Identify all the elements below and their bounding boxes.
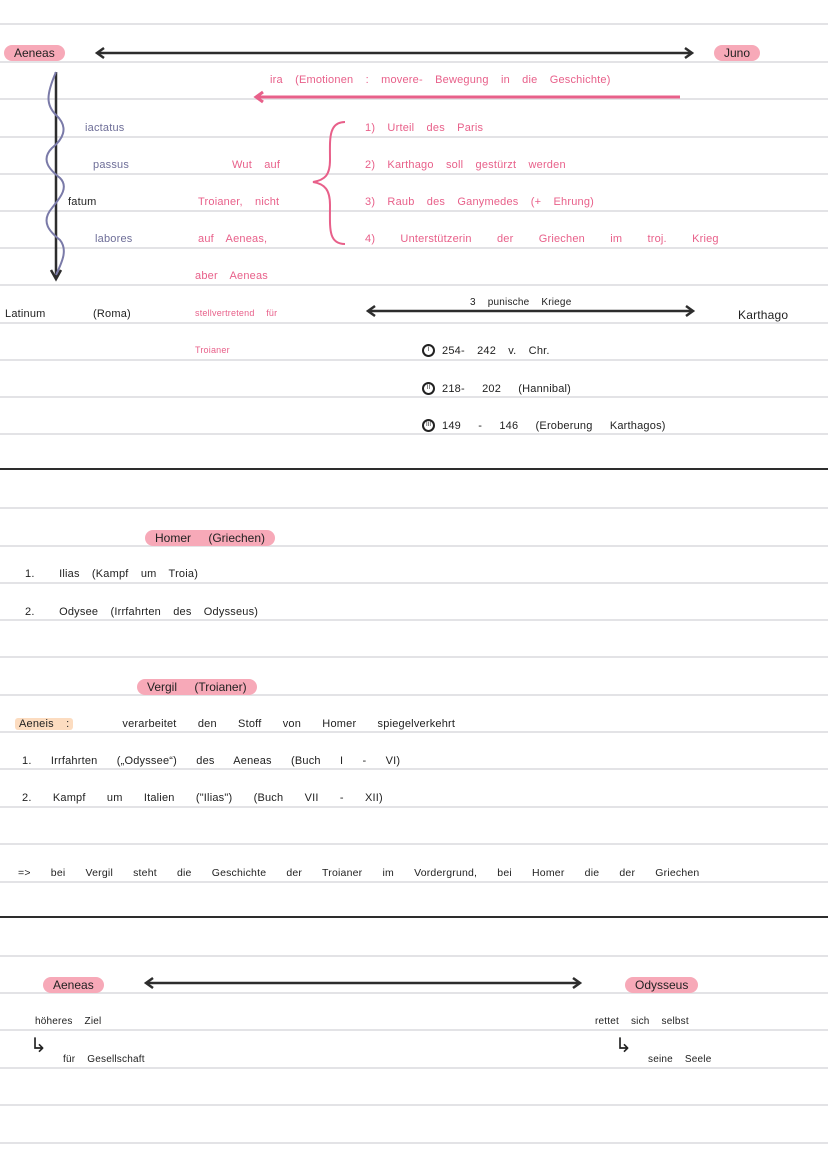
homer-title: Homer (Griechen) bbox=[145, 530, 275, 546]
wut-line: auf Aeneas, bbox=[198, 233, 268, 245]
right-line2: seine Seele bbox=[648, 1054, 712, 1065]
item-text: Odysee (Irrfahrten des Odysseus) bbox=[59, 606, 259, 618]
roma-label: (Roma) bbox=[93, 308, 131, 320]
punic-wars-label: 3 punische Kriege bbox=[470, 297, 572, 308]
reason-item: 4) Unterstützerin der Griechen im troj. Krieg bbox=[365, 233, 719, 245]
vergil-item bbox=[22, 792, 383, 804]
reason-item: 1) Urteil des Paris bbox=[365, 122, 484, 134]
item-number: 1. bbox=[25, 568, 35, 580]
aeneas-juno-arrow bbox=[97, 48, 692, 58]
vergil-title: Vergil (Troianer) bbox=[137, 679, 257, 695]
wut-line: Troianer bbox=[195, 345, 230, 355]
fate-word: fatum bbox=[68, 196, 97, 208]
aeneas-odysseus-arrow bbox=[146, 978, 580, 988]
item-text: Irrfahrten („Odyssee“) des Aeneas (Buch I - VI) bbox=[50, 755, 401, 767]
vergil-item bbox=[22, 755, 400, 767]
conclusion-text: => bei Vergil steht die Geschichte der Troianer im Vordergrund, bei Homer die der Griechen bbox=[18, 867, 700, 879]
reason-item: 2) Karthago soll gestürzt werden bbox=[365, 159, 566, 171]
odysseus-compare-label: Odysseus bbox=[625, 977, 698, 993]
item-number: 2. bbox=[22, 792, 32, 804]
aeneis-line bbox=[15, 718, 455, 730]
reason-item: 3) Raub des Ganymedes (+ Ehrung) bbox=[365, 196, 595, 208]
wut-line: Wut auf bbox=[232, 159, 281, 171]
karthago-label: Karthago bbox=[738, 308, 789, 322]
hook-arrow-icon: ↳ bbox=[615, 1035, 632, 1057]
left-line2: für Gesellschaft bbox=[63, 1054, 145, 1065]
aeneis-highlight: Aeneis : bbox=[15, 718, 73, 730]
homer-item bbox=[25, 568, 198, 580]
curly-brace bbox=[313, 122, 345, 244]
wut-line: aber Aeneas bbox=[195, 270, 268, 282]
item-text: Kampf um Italien ("Ilias") (Buch VII - XII) bbox=[52, 792, 383, 804]
juno-label: Juno bbox=[714, 45, 760, 61]
item-text: Ilias (Kampf um Troia) bbox=[59, 568, 199, 580]
numbered-circle-icon: I bbox=[422, 344, 435, 357]
war-item: 254- 242 v. Chr. bbox=[442, 345, 550, 357]
latinum-label: Latinum bbox=[5, 308, 46, 320]
ira-text: ira (Emotionen : movere- Bewegung in die Geschichte) bbox=[270, 74, 611, 86]
item-number: 2. bbox=[25, 606, 35, 618]
wut-line: Troianer, nicht bbox=[198, 196, 280, 208]
item-number: 1. bbox=[22, 755, 32, 767]
left-line1: höheres Ziel bbox=[35, 1016, 102, 1027]
fate-word: iactatus bbox=[85, 122, 125, 134]
aeneis-text: verarbeitet den Stoff von Homer spiegelverkehrt bbox=[122, 718, 456, 730]
homer-item bbox=[25, 606, 258, 618]
fate-word: passus bbox=[93, 159, 130, 171]
aeneas-compare-label: Aeneas bbox=[43, 977, 104, 993]
hook-arrow-icon: ↳ bbox=[30, 1035, 47, 1057]
wut-line: stellvertretend für bbox=[195, 308, 278, 318]
fate-word: labores bbox=[95, 233, 133, 245]
numbered-circle-icon: II bbox=[422, 382, 435, 395]
aeneas-label: Aeneas bbox=[4, 45, 65, 61]
right-line1: rettet sich selbst bbox=[595, 1016, 689, 1027]
ira-arrow bbox=[256, 92, 680, 102]
war-item: 218- 202 (Hannibal) bbox=[442, 383, 572, 395]
war-item: 149 - 146 (Eroberung Karthagos) bbox=[442, 420, 666, 432]
numbered-circle-icon: III bbox=[422, 419, 435, 432]
